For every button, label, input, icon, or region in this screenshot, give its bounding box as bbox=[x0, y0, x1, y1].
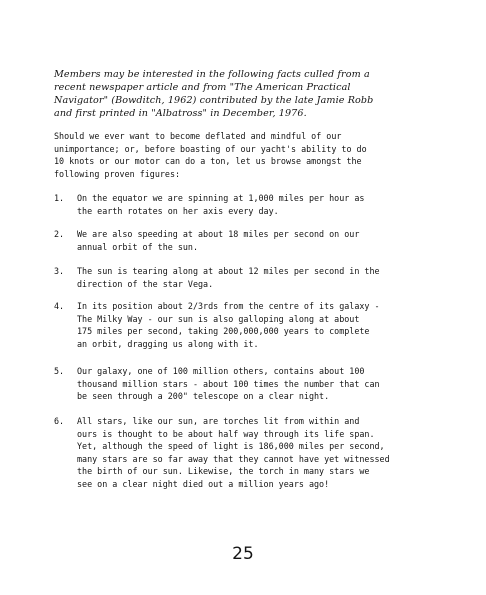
item-text: All stars, like our sun, are torches lit from within and ours is thought to be about half way through its life span. Yet, although the speed of light is 186,000 miles per second, many stars are so far away that they cannot have yet witnessed the birth of our sun. Likewise, the torch in many stars we see on a clear night died out a million years ago! bbox=[77, 416, 390, 489]
lead-paragraph: Should we ever want to become deflated and mindful of our unimportance; or, before boasting of our yacht's ability to do 10 knots or our motor can do a ton, let us browse amongst the following proven figures: bbox=[54, 131, 367, 179]
item-text: Our galaxy, one of 100 million others, contains about 100 thousand million stars - about 100 times the number that can be seen through a 200" telescope on a clear night. bbox=[77, 366, 380, 402]
item-number: 3. bbox=[54, 266, 65, 276]
item-number: 6. bbox=[54, 416, 65, 426]
item-number: 4. bbox=[54, 301, 65, 311]
intro-note: Members may be interested in the following facts culled from a recent newspaper article and from "The American Practical Navigator" (Bowditch, 1962) contributed by the late Jamie Robb and first printed in "Albatross" in December, 1976. bbox=[54, 69, 374, 119]
item-number: 2. bbox=[54, 229, 65, 239]
item-number: 5. bbox=[54, 366, 65, 376]
item-text: On the equator we are spinning at 1,000 miles per hour as the earth rotates on her axis every day. bbox=[77, 193, 365, 216]
item-text: The sun is tearing along at about 12 miles per second in the direction of the star Vega. bbox=[77, 266, 380, 289]
item-text: In its position about 2/3rds from the centre of its galaxy - The Milky Way - our sun is also galloping along at about 175 miles per second, taking 200,000,000 years to complete an orbit, dragging us along with it. bbox=[77, 301, 380, 349]
item-number: 1. bbox=[54, 193, 65, 203]
page-number: 25 bbox=[232, 544, 254, 564]
item-text: We are also speeding at about 18 miles per second on our annual orbit of the sun. bbox=[77, 229, 360, 252]
